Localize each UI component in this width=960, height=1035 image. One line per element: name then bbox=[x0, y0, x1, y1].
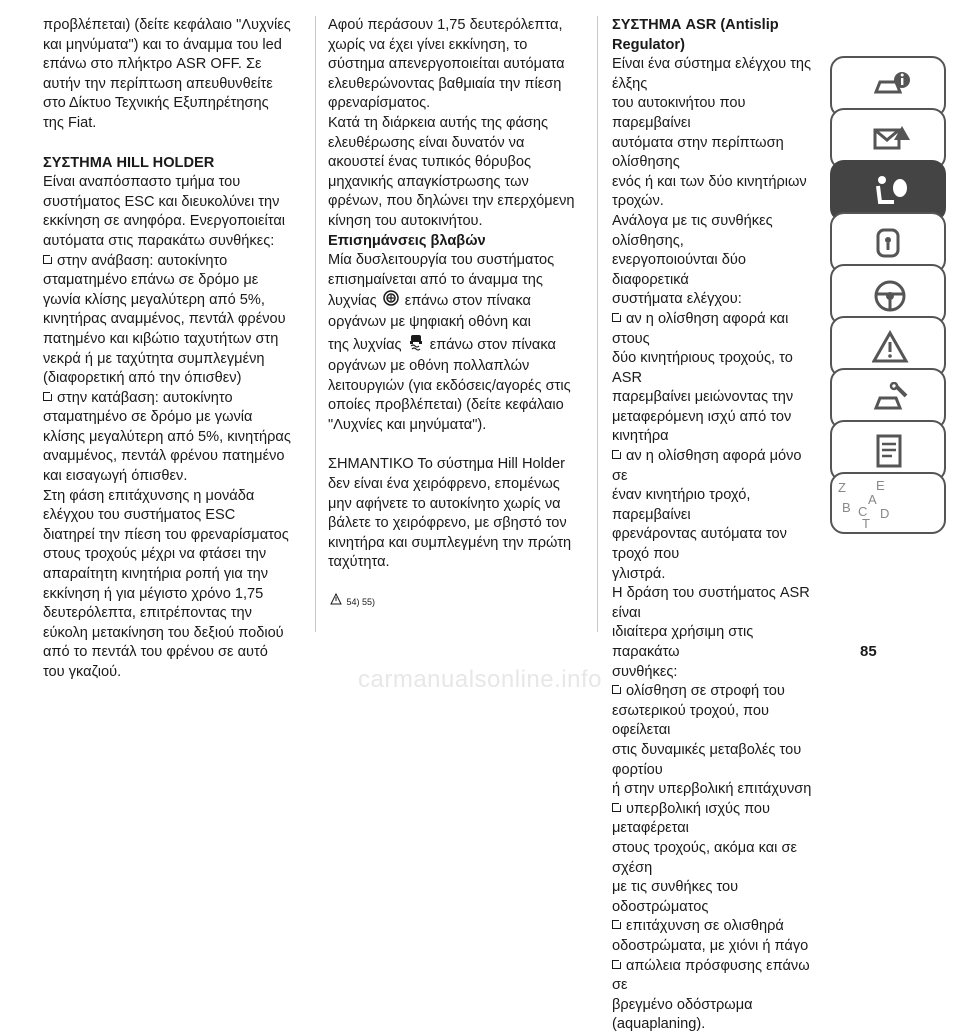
bullet-item bbox=[612, 447, 817, 486]
text-line: γωνία κλίσης μεγαλύτερη από 5%, bbox=[43, 291, 265, 308]
wrench-car-icon bbox=[872, 382, 912, 418]
index-letter: Z bbox=[838, 480, 846, 495]
text-line: και εισαγωγή όπισθεν. bbox=[43, 468, 188, 485]
bullet-square-icon bbox=[612, 920, 621, 929]
column-1 bbox=[43, 16, 298, 683]
spec-sheet-icon bbox=[872, 434, 912, 470]
bullet-square-icon bbox=[43, 392, 52, 401]
text-line: τροχών. bbox=[612, 193, 664, 210]
section-heading-hill-holder: ΣΥΣΤΗΜΑ HILL HOLDER bbox=[43, 154, 215, 171]
text-line: δύο κινητήριους τροχούς, το ASR bbox=[612, 350, 793, 386]
index-letter: D bbox=[880, 506, 890, 521]
text-line: κλίσης μεγαλύτερη από 5%, κινητήρας bbox=[43, 428, 291, 445]
text-line: της Fiat. bbox=[43, 114, 97, 131]
text-line: επισημαίνεται από το άναμμα της bbox=[328, 271, 543, 288]
bullet-item bbox=[43, 252, 298, 272]
text-line: αυτόματα στην περίπτωση ολίσθησης bbox=[612, 134, 784, 171]
text-line: Είναι ένα σύστημα ελέγχου της έλξης bbox=[612, 56, 812, 92]
index-letters-icon bbox=[836, 478, 896, 528]
text-line: ιδιαίτερα χρήσιμη στις παρακάτω bbox=[612, 624, 754, 660]
car-info-icon bbox=[872, 70, 912, 106]
bullet-text: αν η ολίσθηση αφορά και στους bbox=[612, 310, 789, 347]
text-fragment: επάνω στον πίνακα bbox=[404, 293, 531, 310]
index-letter: A bbox=[868, 492, 877, 507]
bullet-text: στην κατάβαση: αυτοκίνητο bbox=[57, 389, 233, 406]
text-line: εσωτερικού τροχού, που οφείλεται bbox=[612, 702, 770, 739]
text-line: παρεμβαίνει μειώνοντας την bbox=[612, 389, 794, 406]
section-heading-fault-signals: Επισημάνσεις βλαβών bbox=[328, 232, 486, 249]
mail-warning-icon bbox=[872, 122, 912, 158]
text-line: διατηρεί την πίεση του φρεναρίσματος bbox=[43, 526, 289, 543]
text-line: του γκαζιού. bbox=[43, 664, 122, 680]
text-line: εύκολη μετακίνηση του δεξιού ποδιού bbox=[43, 624, 284, 641]
text-line: (διαφορετική από την όπισθεν) bbox=[43, 370, 242, 387]
lamp-line-2 bbox=[328, 333, 583, 358]
text-line: οποίες προβλέπεται) (δείτε κεφάλαιο bbox=[328, 397, 564, 414]
text-line: λειτουργιών (για εκδόσεις/αγορές στις bbox=[328, 377, 571, 394]
text-line: συστήματος ESC και διευκολύνει την bbox=[43, 193, 280, 210]
intro-text bbox=[43, 16, 298, 134]
text-line: αυτήν την περίπτωση απευθυνθείτε bbox=[43, 75, 273, 92]
bullet-square-icon bbox=[612, 313, 621, 322]
text-line: χωρίς να έχει γίνει εκκίνηση, το bbox=[328, 36, 528, 53]
index-letter: E bbox=[876, 478, 885, 493]
text-line: απαραίτητη κινητήρια ροπή για την bbox=[43, 566, 269, 583]
text-line: πατημένο και κιβώτιο ταχυτήτων στη bbox=[43, 330, 279, 347]
bullet-text: υπερβολική ισχύς που μεταφέρεται bbox=[612, 800, 771, 837]
seat-airbag-icon bbox=[872, 174, 912, 210]
text-line: από το πεντάλ του φρένου σε αυτό bbox=[43, 644, 268, 661]
bullet-square-icon bbox=[43, 255, 52, 264]
text-line: "Λυχνίες και μηνύματα"). bbox=[328, 416, 487, 433]
esc-warning-lamp-icon bbox=[383, 290, 399, 313]
column-divider bbox=[315, 16, 316, 632]
text-line: και μηνύματα") και το άναμμα του led bbox=[43, 36, 282, 53]
text-line: έναν κινητήριο τροχό, παρεμβαίνει bbox=[612, 487, 751, 523]
bullet-text: ολίσθηση σε στροφή του bbox=[626, 683, 785, 700]
warning-hand-icon bbox=[330, 593, 342, 613]
column-3 bbox=[612, 16, 817, 1035]
text-line: μην αφήνετε το αυτοκίνητο χωρίς να bbox=[328, 495, 561, 512]
text-line: στους τροχούς, ακόμα και σε σχέση bbox=[612, 839, 797, 876]
warning-triangle-icon bbox=[872, 330, 912, 366]
text-line: επάνω στο πλήκτρο ASR OFF. Σε bbox=[43, 56, 262, 73]
bullet-item bbox=[612, 310, 817, 349]
text-line: Αφού περάσουν 1,75 δευτερόλεπτα, bbox=[328, 17, 563, 33]
text-line: στο Δίκτυο Τεχνικής Εξυπηρέτησης bbox=[43, 95, 269, 112]
bullet-item bbox=[612, 957, 817, 996]
text-line: ΣΗΜΑΝΤΙΚΟ Το σύστημα Hill Holder bbox=[328, 456, 565, 473]
text-line: μεταφερόμενη ισχύ από τον κινητήρα bbox=[612, 408, 792, 445]
text-line: βάλετε το χειρόφρενο, με σβηστό τον bbox=[328, 515, 567, 532]
text-line: μηχανικής απαγκίστρωσης των bbox=[328, 173, 529, 190]
column-divider bbox=[597, 16, 598, 632]
index-letter: T bbox=[862, 516, 870, 528]
lamp-line-1 bbox=[328, 290, 583, 313]
bullet-square-icon bbox=[612, 450, 621, 459]
text-line: σταματημένο σε δρόμο με γωνία bbox=[43, 409, 253, 426]
text-line: δευτερόλεπτα, επιτρέποντας την bbox=[43, 605, 252, 622]
text-line: στους τροχούς μέχρι να φτάσει την bbox=[43, 546, 267, 563]
text-line: αναμμένος, πεντάλ φρένου πατημένο bbox=[43, 448, 285, 465]
footer-watermark: carmanualsonline.info bbox=[358, 666, 602, 693]
page-number: 85 bbox=[860, 643, 877, 660]
tab-index[interactable] bbox=[830, 472, 946, 534]
bullet-item bbox=[612, 800, 817, 839]
column-2 bbox=[328, 16, 583, 613]
text-line: Κατά τη διάρκεια αυτής της φάσης bbox=[328, 114, 549, 131]
section-heading-asr: ΣΥΣΤΗΜΑ ASR (Antislip Regulator) bbox=[612, 17, 779, 53]
bullet-square-icon bbox=[612, 803, 621, 812]
bullet-text: επιτάχυνση σε ολισθηρά bbox=[626, 918, 784, 935]
text-line: ή στην υπερβολική επιτάχυνση bbox=[612, 781, 812, 798]
bullet-text: στην ανάβαση: αυτοκίνητο bbox=[57, 252, 228, 269]
text-line: αυτόματα στις παρακάτω συνθήκες: bbox=[43, 232, 275, 249]
text-line: φρενάροντας αυτόματα τον τροχό που bbox=[612, 526, 787, 563]
text-line: οδοστρώματα, με χιόνι ή πάγο bbox=[612, 937, 809, 954]
bullet-text: απώλεια πρόσφυσης επάνω σε bbox=[612, 957, 810, 994]
text-line: συστήματα ελέγχου: bbox=[612, 291, 742, 308]
index-letter: C bbox=[858, 504, 868, 519]
text-line: ακουστεί ένας τυπικός θόρυβος bbox=[328, 154, 531, 171]
bullet-item bbox=[612, 917, 817, 937]
text-line: φρεναρίσματος. bbox=[328, 95, 431, 112]
text-line: νεκρά ή με ταχύτητα συμπλεγμένη bbox=[43, 350, 265, 367]
key-start-icon bbox=[872, 226, 912, 262]
bullet-item bbox=[43, 389, 298, 409]
text-line: γλιστρά. bbox=[612, 565, 666, 582]
skid-car-lamp-icon bbox=[408, 333, 424, 358]
text-line: εκκίνηση σε ανηφόρα. Ενεργοποιείται bbox=[43, 213, 286, 230]
text-line: ελευθερώνοντας βαθμιαία την πίεση bbox=[328, 75, 562, 92]
bullet-square-icon bbox=[612, 960, 621, 969]
text-line: ελέγχου του συστήματος ESC bbox=[43, 507, 236, 524]
index-letter: B bbox=[842, 500, 851, 515]
bullet-text: αν η ολίσθηση αφορά μόνο σε bbox=[612, 448, 802, 484]
text-line: Είναι αναπόσπαστο τμήμα του bbox=[43, 174, 241, 191]
text-line: ταχύτητα. bbox=[328, 554, 390, 571]
text-fragment: της λυχνίας bbox=[328, 336, 402, 353]
text-line: Η δράση του συστήματος ASR είναι bbox=[612, 585, 810, 621]
text-line: οργάνων με οθόνη πολλαπλών bbox=[328, 358, 530, 375]
text-line: στις δυναμικές μεταβολές του φορτίου bbox=[612, 741, 802, 778]
text-line: με τις συνθήκες του οδοστρώματος bbox=[612, 879, 739, 915]
text-line: φρένων, που δηλώνει την επερχόμενη bbox=[328, 193, 575, 210]
text-fragment: επάνω στον πίνακα bbox=[429, 336, 556, 353]
warning-notes bbox=[328, 593, 583, 613]
text-line: κινητήρας αναμμένος, πεντάλ φρένου bbox=[43, 311, 286, 328]
text-line: εκκίνηση ή για μέγιστο χρόνο 1,75 bbox=[43, 585, 264, 602]
text-line: ελευθέρωσης είναι δυνατόν να bbox=[328, 134, 525, 151]
text-line: ενεργοποιούνται δύο διαφορετικά bbox=[612, 252, 746, 288]
text-line: Μία δυσλειτουργία του συστήματος bbox=[328, 252, 555, 269]
text-line: Στη φάση επιτάχυνσης η μονάδα bbox=[43, 487, 255, 504]
text-line: συνθήκες: bbox=[612, 663, 678, 680]
text-line: σταματημένο επάνω σε δρόμο με bbox=[43, 272, 259, 289]
text-line: δεν είναι ένα χειρόφρενο, επομένως bbox=[328, 476, 560, 493]
text-line: οργάνων με ψηφιακή οθόνη και bbox=[328, 313, 531, 330]
text-line: ενός ή και των δύο κινητήριων bbox=[612, 173, 807, 190]
text-line: κινητήρα και συμπλεγμένη την πρώτη bbox=[328, 534, 572, 551]
steering-wheel-icon bbox=[872, 278, 912, 314]
text-line: κίνηση του αυτοκινήτου. bbox=[328, 212, 483, 229]
text-line: Ανάλογα με τις συνθήκες ολίσθησης, bbox=[612, 212, 773, 249]
notes-refs: 54) 55) bbox=[346, 597, 376, 608]
text-line: προβλέπεται) (δείτε κεφάλαιο "Λυχνίες bbox=[43, 17, 291, 33]
text-line: βρεγμένο οδόστρωμα (aquaplaning). bbox=[612, 996, 753, 1033]
text-line: του αυτοκινήτου που παρεμβαίνει bbox=[612, 95, 746, 131]
text-line: σύστημα απενεργοποιείται αυτόματα bbox=[328, 56, 565, 73]
text-fragment: λυχνίας bbox=[328, 293, 377, 310]
